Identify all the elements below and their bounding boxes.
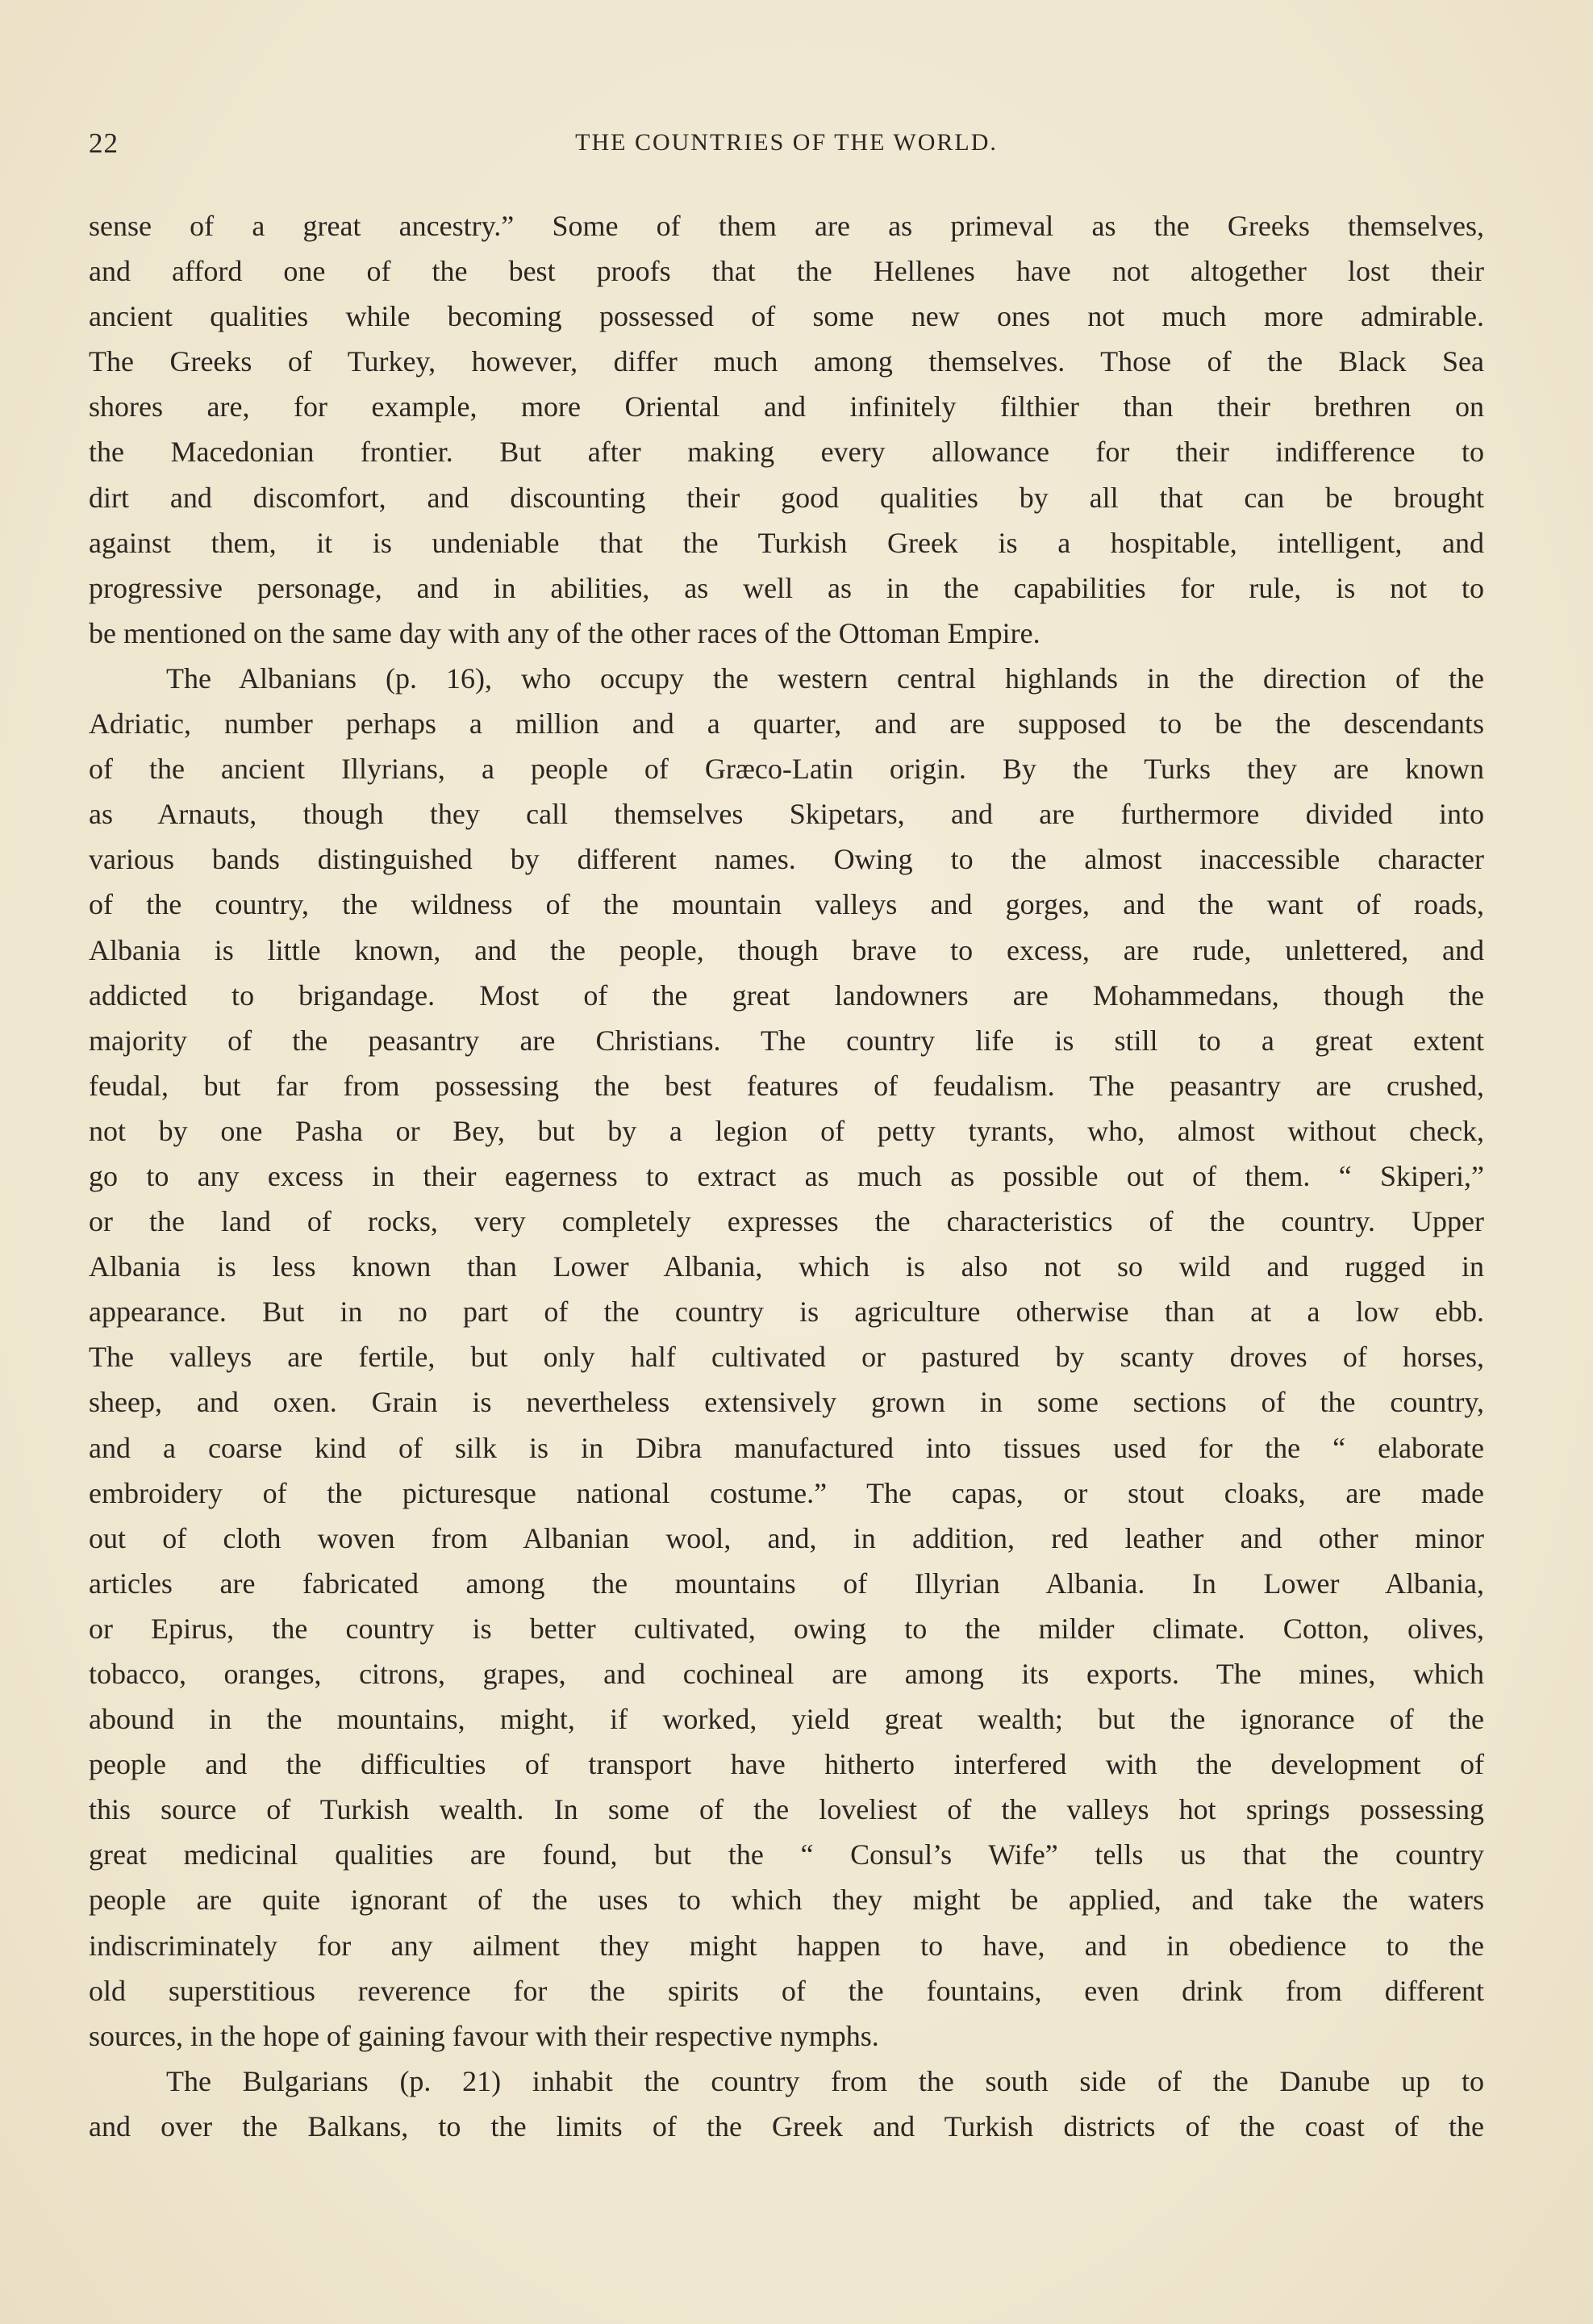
text-line: appearance. But in no part of the country is agriculture otherwise than at a low ebb. (89, 1296, 1484, 1329)
text-line: out of cloth woven from Albanian wool, and, in addition, red leather and other minor (89, 1521, 1484, 1554)
text-line: of the country, the wildness of the mountain valleys and gorges, and the want of roads, (89, 888, 1484, 921)
text-line: be mentioned on the same day with any of the other races of the Ottoman Empire. (89, 616, 1040, 649)
text-line: shores are, for example, more Oriental and infinitely filthier than their brethren on (89, 390, 1484, 423)
text-line: as Arnauts, though they call themselves Skipetars, and are furthermore divided into (89, 798, 1484, 831)
text-line: ancient qualities while becoming possessed of some new ones not much more admirable. (89, 300, 1484, 333)
text-line: various bands distinguished by different names. Owing to the almost inaccessible character (89, 843, 1484, 876)
text-line: old superstitious reverence for the spirits of the fountains, even drink from different (89, 1974, 1484, 2007)
text-line: Adriatic, number perhaps a million and a quarter, and are supposed to be the descendants (89, 707, 1484, 741)
text-line: sources, in the hope of gaining favour with their respective nymphs. (89, 2019, 879, 2052)
text-line: the Macedonian frontier. But after making every allowance for their indifference to (89, 436, 1484, 469)
text-line: Albania is less known than Lower Albania, which is also not so wild and rugged in (89, 1250, 1484, 1283)
text-line: against them, it is undeniable that the Turkish Greek is a hospitable, intelligent, and (89, 526, 1484, 559)
page-number: 22 (89, 127, 119, 159)
text-line: dirt and discomfort, and discounting their good qualities by all that can be brought (89, 481, 1484, 514)
paragraph (89, 203, 1484, 656)
text-line: tobacco, oranges, citrons, grapes, and cochineal are among its exports. The mines, which (89, 1658, 1484, 1690)
page-header (89, 127, 1484, 160)
text-line: feudal, but far from possessing the best features of feudalism. The peasantry are crushed, (89, 1069, 1484, 1102)
text-line: not by one Pasha or Bey, but by a legion of petty tyrants, who, almost without check, (89, 1114, 1484, 1147)
text-line: this source of Turkish wealth. In some of the loveliest of the valleys hot springs possessing (89, 1793, 1484, 1826)
paragraph (89, 2059, 1484, 2149)
text-line: sheep, and oxen. Grain is nevertheless extensively grown in some sections of the country, (89, 1386, 1484, 1419)
text-line: people are quite ignorant of the uses to which they might be applied, and take the waters (89, 1884, 1484, 1917)
text-line: Albania is little known, and the people, though brave to excess, are rude, unlettered, and (89, 933, 1484, 966)
text-line: go to any excess in their eagerness to extract as much as possible out of them. “ Skiperi,” (89, 1159, 1484, 1192)
text-line: people and the difficulties of transport have hitherto interfered with the development of (89, 1748, 1484, 1781)
text-line: indiscriminately for any ailment they might happen to have, and in obedience to the (89, 1929, 1484, 1962)
text-line: embroidery of the picturesque national costume.” The capas, or stout cloaks, are made (89, 1476, 1484, 1509)
body-text (89, 203, 1484, 2149)
text-line: addicted to brigandage. Most of the great landowners are Mohammedans, though the (89, 978, 1484, 1012)
paragraph (89, 656, 1484, 2059)
running-head: THE COUNTRIES OF THE WORLD. (575, 129, 998, 156)
text-line: great medicinal qualities are found, but the “ Consul’s Wife” tells us that the country (89, 1838, 1484, 1871)
text-line: The valleys are fertile, but only half cultivated or pastured by scanty droves of horses, (89, 1341, 1484, 1374)
text-line: The Bulgarians (p. 21) inhabit the country from the south side of the Danube up to (166, 2064, 1484, 2097)
text-line: and a coarse kind of silk is in Dibra manufactured into tissues used for the “ elaborate (89, 1431, 1484, 1464)
text-line: or the land of rocks, very completely expresses the characteristics of the country. Upper (89, 1205, 1484, 1238)
text-line: sense of a great ancestry.” Some of them are as primeval as the Greeks themselves, (89, 210, 1484, 242)
text-line: abound in the mountains, might, if worked, yield great wealth; but the ignorance of the (89, 1703, 1484, 1736)
text-line: majority of the peasantry are Christians. The country life is still to a great extent (89, 1024, 1484, 1057)
text-line: or Epirus, the country is better cultivated, owing to the milder climate. Cotton, olives, (89, 1612, 1484, 1645)
text-line: progressive personage, and in abilities, as well as in the capabilities for rule, is not to (89, 571, 1484, 604)
text-line: and afford one of the best proofs that the Hellenes have not altogether lost their (89, 255, 1484, 288)
text-line: of the ancient Illyrians, a people of Græco-Latin origin. By the Turks they are known (89, 753, 1484, 786)
text-line: and over the Balkans, to the limits of the Greek and Turkish districts of the coast of the (89, 2109, 1484, 2143)
text-line: The Greeks of Turkey, however, differ much among themselves. Those of the Black Sea (89, 345, 1484, 378)
text-line: The Albanians (p. 16), who occupy the western central highlands in the direction of the (166, 661, 1484, 695)
text-line: articles are fabricated among the mountains of Illyrian Albania. In Lower Albania, (89, 1567, 1484, 1600)
